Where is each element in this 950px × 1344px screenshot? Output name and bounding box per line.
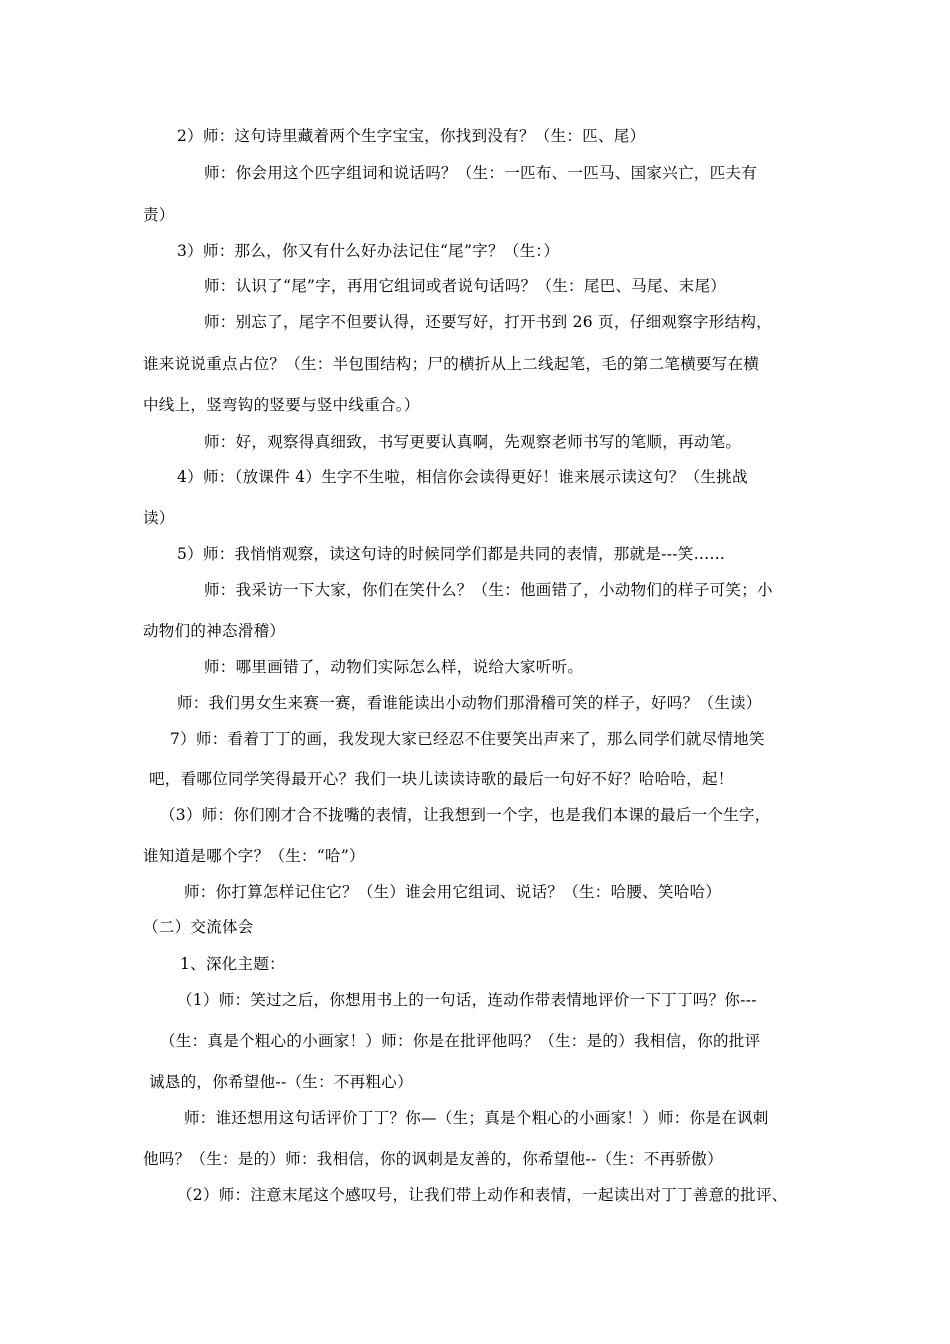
text-line: 师：哪里画错了，动物们实际怎么样，说给大家听听。: [204, 658, 584, 676]
text-line: 师：我们男女生来赛一赛，看谁能读出小动物们那滑稽可笑的样子，好吗？（生读）: [177, 694, 762, 712]
text-line: （3）师：你们刚才合不拢嘴的表情，让我想到一个字，也是我们本课的最后一个生字，: [160, 806, 771, 824]
text-line: 5）师：我悄悄观察，读这句诗的时候同学们都是共同的表情，那就是---笑……: [177, 545, 726, 563]
text-line: 师：你会用这个匹字组词和说话吗？（生：一匹布、一匹马、国家兴亡，匹夫有: [204, 164, 758, 182]
text-line: 师：谁还想用这句话评价丁丁？你—（生；真是个粗心的小画家！）师：你是在讽刺: [184, 1109, 769, 1127]
text-line: 吧，看哪位同学笑得最开心？我们一块儿读读诗歌的最后一句好不好？哈哈哈，起！: [149, 770, 734, 788]
text-line: （2）师：注意末尾这个感叹号，让我们带上动作和表情，一起读出对丁丁善意的批评、: [177, 1186, 788, 1204]
text-line: 师：别忘了，尾字不但要认得，还要写好，打开书到 26 页，仔细观察字形结构，: [204, 313, 772, 331]
text-line: 师：你打算怎样记住它？（生）谁会用它组词、说话？（生：哈腰、笑哈哈）: [184, 883, 722, 901]
text-line: 师：好，观察得真细致，书写更要认真啊，先观察老师书写的笔顺，再动笔。: [204, 433, 742, 451]
text-line: 中线上，竖弯钩的竖要与竖中线重合。）: [143, 396, 420, 414]
text-line: 动物们的神态滑稽）: [143, 622, 286, 640]
text-line: 2）师：这句诗里藏着两个生字宝宝，你找到没有？（生：匹、尾）: [177, 127, 646, 145]
text-line: 谁知道是哪个字？（生：“哈”）: [143, 847, 365, 865]
text-line: （生：真是个粗心的小画家！）师：你是在批评他吗？（生：是的）我相信，你的批评: [160, 1032, 761, 1050]
text-line: 他吗？（生：是的）师：我相信，你的讽刺是友善的，你希望他--（生：不再骄傲）: [143, 1150, 723, 1168]
text-line: 4）师：（放课件 4）生字不生啦，相信你会读得更好！谁来展示读这句？（生挑战: [177, 468, 748, 486]
text-line: 诚恳的，你希望他--（生：不再粗心）: [149, 1073, 413, 1091]
section-heading: （二）交流体会: [143, 918, 254, 936]
text-line: 责）: [143, 206, 175, 224]
text-line: 读）: [143, 509, 175, 527]
text-line: 师：我采访一下大家，你们在笑什么？（生：他画错了，小动物们的样子可笑；小: [204, 581, 773, 599]
sub-heading: 1、深化主题：: [180, 955, 285, 973]
text-line: 7）师：看着丁丁的画，我发现大家已经忍不住要笑出声来了，那么同学们就尽情地笑: [170, 730, 765, 748]
text-line: 3）师：那么，你又有什么好办法记住“尾”字？（生：）: [177, 242, 560, 260]
text-line: 谁来说说重点占位？（生：半包围结构；尸的横折从上二线起笔，毛的第二笔横要写在横: [143, 355, 760, 373]
text-line: （1）师：笑过之后，你想用书上的一句话，连动作带表情地评价一下丁丁吗？你---: [177, 991, 757, 1009]
text-line: 师：认识了“尾”字，再用它组词或者说句话吗？（生：尾巴、马尾、末尾）: [204, 277, 727, 295]
